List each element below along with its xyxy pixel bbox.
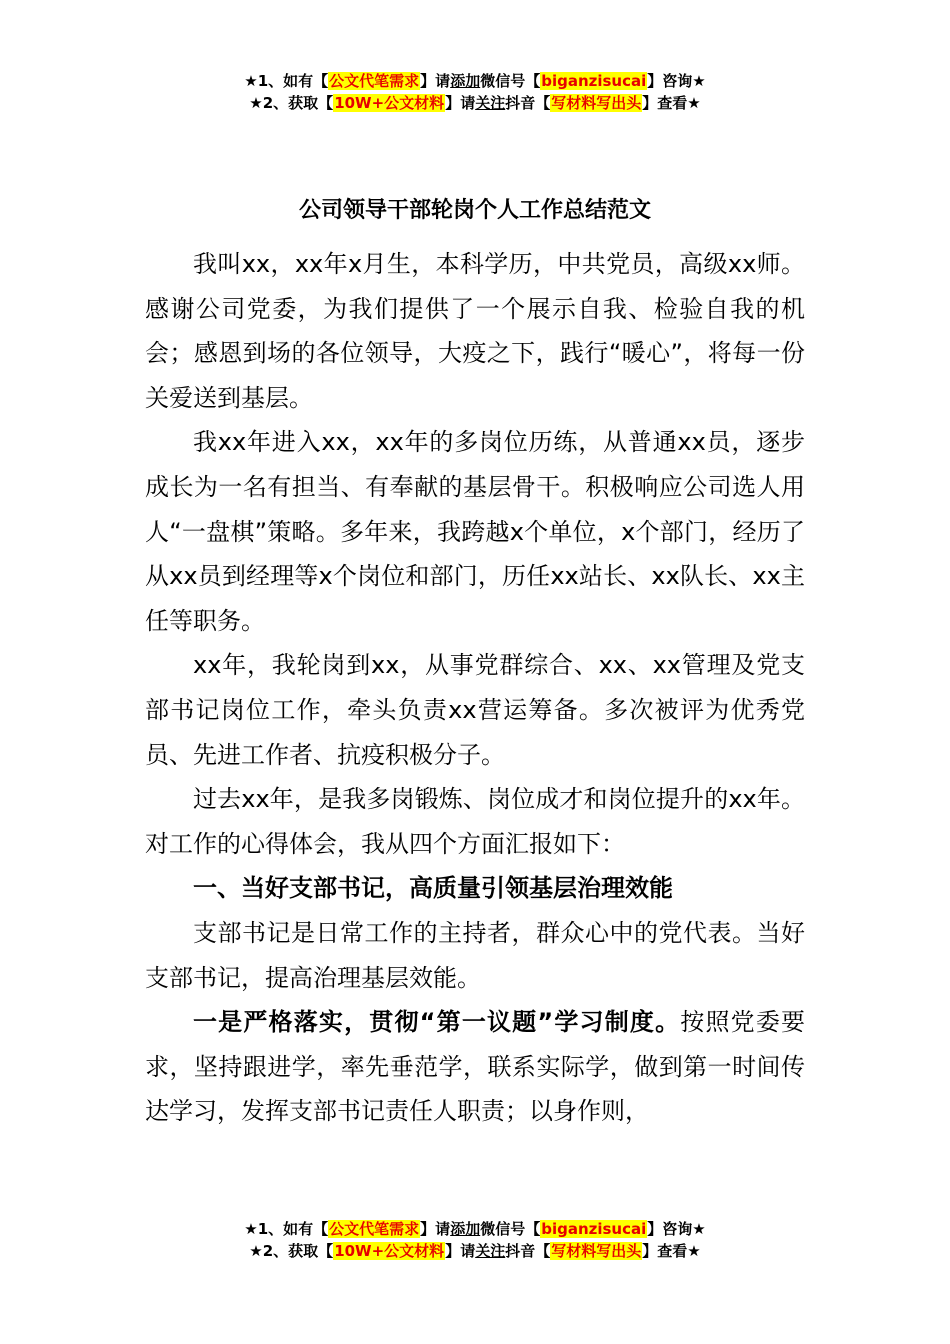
highlight-wechat-id: biganzisucai — [541, 72, 647, 90]
paragraph-4: 过去xx年，是我多岗锻炼、岗位成才和岗位提升的xx年。对工作的心得体会，我从四个方面汇报如下： — [145, 785, 805, 858]
notice-line-1: ★1、如有【公文代笔需求】请添加微信号【biganzisucai】咨询★ — [244, 72, 706, 90]
highlight-materials: 10W+公文材料 — [334, 94, 445, 112]
highlight-materials: 10W+公文材料 — [334, 1242, 445, 1260]
paragraph-6 — [145, 1000, 805, 1134]
document-body — [145, 242, 805, 1134]
highlight-writing-service: 公文代笔需求 — [329, 1220, 420, 1238]
paragraph-6-lead: 一是严格落实，贯彻“第一议题”学习制度。 — [193, 1008, 681, 1037]
notice-footer — [0, 1218, 950, 1262]
highlight-douyin-account: 写材料写出头 — [551, 94, 642, 112]
paragraph-2: 我xx年进入xx，xx年的多岗位历练，从普通xx员，逐步成长为一名有担当、有奉献的基层骨干。积极响应公司选人用人“一盘棋”策略。多年来，我跨越x个单位，x个部门，经历了从xx员到经理等x个岗位和部门，历任xx站长、xx队长、xx主任等职务。 — [145, 428, 805, 635]
highlight-wechat-id: biganzisucai — [541, 1220, 647, 1238]
paragraph-6-text: 按照党委要求，坚持跟进学，率先垂范学，联系实际学，做到第一时间传达学习，发挥支部书记责任人职责；以身作则， — [145, 1008, 806, 1126]
paragraph-3: xx年，我轮岗到xx，从事党群综合、xx、xx管理及党支部书记岗位工作，牵头负责xx营运筹备。多次被评为优秀党员、先进工作者、抗疫积极分子。 — [145, 651, 805, 769]
highlight-writing-service: 公文代笔需求 — [329, 72, 420, 90]
paragraph-1: 我叫xx，xx年x月生，本科学历，中共党员，高级xx师。感谢公司党委，为我们提供了一个展示自我、检验自我的机会；感恩到场的各位领导，大疫之下，践行“暖心”，将每一份关爱送到基层。 — [145, 250, 805, 412]
notice-line-2: ★2、获取【10W+公文材料】请关注抖音【写材料写出头】查看★ — [249, 94, 701, 112]
document-title: 公司领导干部轮岗个人工作总结范文 — [298, 198, 651, 223]
notice-line-2: ★2、获取【10W+公文材料】请关注抖音【写材料写出头】查看★ — [249, 1242, 701, 1260]
highlight-douyin-account: 写材料写出头 — [551, 1242, 642, 1260]
section-heading-1: 一、当好支部书记，高质量引领基层治理效能 — [193, 874, 673, 903]
notice-header — [0, 70, 950, 114]
paragraph-5: 支部书记是日常工作的主持者，群众心中的党代表。当好支部书记，提高治理基层效能。 — [145, 918, 805, 992]
notice-line-1: ★1、如有【公文代笔需求】请添加微信号【biganzisucai】咨询★ — [244, 1220, 706, 1238]
